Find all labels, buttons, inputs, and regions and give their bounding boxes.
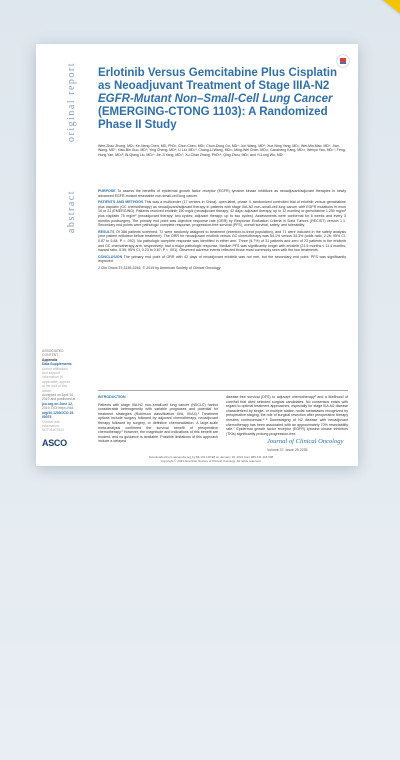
- corner-ribbon: [326, 0, 400, 29]
- crossmark-icon[interactable]: [336, 54, 350, 68]
- journal-name: Journal of Clinical Oncology: [267, 438, 344, 445]
- results-text: Of 386 patients screened, 72 were randomly assigned to treatment (intention-to-treat population), and 71 were included in the safety analysis (one patient withdrew before treatment). The ORR for neoadjuvant erlotinib versus GC chemotherapy was 54.1% versus 34.3% (odds ratio, 2.26; 95% CI, 0.87 to 5.84; P = .092). No pathologic complete response was identified in either arm. Three (9.7%) of 31 patients and zero of 23 patients in the erlotinib and GC chemotherapy arm, respectively, had a major pathologic response. Median PFS was significantly longer with erlotinib (21.5 months v 11.4 months; hazard ratio, 0.39; 95% CI, 0.23 to 0.67; P < .001). Observed adverse events reflected those most commonly seen with the two treatments.: [98, 229, 346, 253]
- abstract-purpose: [98, 189, 346, 198]
- methods-text: This was a multicenter (17 centers in China), open-label, phase II, randomized controlled trial of erlotinib versus gemcitabine plus cisplatin (GC chemotherapy) as neoadjuvant/adjuvant therapy in patients with stage IIIA-N2 non–small-cell lung cancer with EGFR mutations in exon 19 or 21 (EMERGING). Patients received erlotinib 150 mg/d (neoadjuvant therapy; 42 days; adjuvant therapy; up to 12 months) or gemcitabine 1,250 mg/m² plus cisplatin 75 mg/m² (neoadjuvant therapy: two cycles; adjuvant therapy: up to two cycles). Assessments were conformal for 6 weeks and every 3 months postsurgery. The primary end point was objective response rate (ORR) by Response Evaluation Criteria in Solid Tumors (RECIST) version 1.1. Secondary end points were pathologic complete response, progression-free survival (PFS), overall survival, safety, and tolerability.: [98, 200, 347, 228]
- download-footer: [96, 456, 326, 464]
- data-supplements-link[interactable]: Data Supplements: [42, 362, 72, 367]
- abstract-results: [98, 230, 346, 253]
- abstract-conclusion: [98, 255, 346, 264]
- asco-logo: ASCO: [42, 438, 67, 448]
- results-heading: RESULTS: [98, 229, 115, 234]
- left-line-18: information:: [42, 423, 60, 428]
- conclusion-text: The primary end point of ORR with 42 days of neoadjuvant erlotinib was not met, but the secondary end point, PFS was significantly improved.: [98, 254, 347, 264]
- title-line-2: EGFR-Mutant Non–Small-Cell Lung Cancer: [98, 93, 333, 105]
- footer-line-1: Downloaded from ascopubs.org by 86.131.118.98 on January 18, 2021 from 086.131.118.098: [148, 455, 274, 459]
- section-divider: [98, 390, 348, 391]
- side-label-abstract: abstract: [66, 190, 77, 234]
- author-list: Wen-Zhao Zhong, MD¹; Ke-Neng Chen, MD, PhD²; Chun Chen, MD³; Chun-Dong Gu, MD⁴; Jun Wang, MD⁵; Xue-Ning Yang, MD¹; Wei-Min Mao, MD⁶; Jian-Wang, MD⁷; Xiao-Bin Guo, MD⁸; Ying Cheng, MD⁹; Li Liu, MD¹⁰; Chang-Li Wang, MD¹¹; Ming-Wei Chen, MD¹²; Gaozheng Kang, MD¹³; Wenyu Yao, MD¹⁴; Feng-Hong Yan, MD¹⁵; Bi-Qiang Liu, MD¹⁶; Jie-Ji Yang, MD¹⁷; Xu-Chao Zhang, PhD¹⁸; Qing Zhou, MD¹; and Yi-Long Wu, MD¹: [98, 144, 346, 157]
- citation: J Clin Oncol 37:2235-2245. © 2019 by American Society of Clinical Oncology: [98, 265, 221, 270]
- left-line-10: article.: [42, 388, 52, 393]
- left-line-13[interactable]: jco.org on June 12,: [42, 401, 73, 406]
- left-line-12: 2019 and published at: [42, 397, 76, 402]
- title-line-1: Erlotinib Versus Gemcitabine Plus Cisplatin as Neoadjuvant Treatment of Stage IIIA-N2: [98, 67, 338, 92]
- purpose-text: To assess the benefits of epidermal growth factor receptor (EGFR) tyrosine kinase inhibitors as neoadjuvant/adjuvant therapies in newly advanced EGFR-mutant resectable non-small-cell lung cancer.: [98, 189, 346, 198]
- left-line-11: Accepted on April 10,: [42, 393, 75, 398]
- doi-link[interactable]: org/10.1200/JCO.19.: [42, 410, 75, 415]
- footer-line-2: Copyright © 2021 American Society of Clinical Oncology. All rights reserved.: [160, 458, 262, 463]
- conclusion-heading: CONCLUSION: [98, 254, 123, 259]
- article-title: [98, 67, 344, 132]
- abstract-methods: [98, 200, 346, 228]
- introduction-right-column: disease-free survival (DFS) to adjuvant chemotherapy³ and a likelihood of cure/fail that cited selected surgical candidates. No consensus exists with regard to optimal treatment approaches, especially for stage IIIA-N2 disease characterized by single- or multiple station nodal metastases recognized by preoperative staging, the role of surgical resection after preoperative therapy remains controversial.⁴⁻⁶ Downstaging of N2 disease with neoadjuvant chemotherapy has been associated with an approximately 70% resectability rate.⁷ Epidermal growth factor receptor (EGFR) tyrosine kinase inhibitors (TKIs) significantly prolong progression-free: [226, 395, 348, 436]
- volume-line: Volume 37, Issue 25 2235: [267, 448, 308, 452]
- left-line-2: CONTENT: [42, 353, 59, 358]
- doi-link-end[interactable]: 00075: [42, 415, 52, 420]
- left-line-5: Author affiliations: [42, 366, 68, 371]
- appendix-link[interactable]: Appendix: [42, 357, 58, 362]
- left-line-14: 2019: DOI https://doi.: [42, 406, 75, 411]
- left-line-8: applicable) appear: [42, 379, 70, 384]
- introduction-heading: INTRODUCTION: [98, 395, 126, 399]
- methods-heading: PATIENTS AND METHODS: [98, 200, 144, 205]
- trial-id: NCT01407822: [42, 428, 65, 433]
- purpose-heading: PURPOSE: [98, 189, 116, 193]
- left-line-9: at the end of this: [42, 384, 68, 389]
- abstract-body: [98, 189, 346, 273]
- introduction-left-text: Patients with stage IIIA-N2 non–small-cell lung cancer (NSCLC) harbor considerable heterogeneity with variable prognoses and potential for treatment strategies (Robinson classification III/A, III/A4).¹ Treatment options include surgery followed by adjuvant chemotherapy, neoadjuvant therapy followed by surgery, or definitive chemoradiation. A large-scale meta-analysis confirmed the survival benefit of preoperative chemotherapy.² However, the magnitude and indications of this benefit are modest, and no guidance is available. Possible limitations of this approach include a delayed: [98, 402, 218, 444]
- introduction-left-column: [98, 395, 218, 444]
- left-line-1: ASSOCIATED: [42, 349, 64, 353]
- left-line-17: Clinical trial: [42, 419, 60, 424]
- title-line-3: (EMERGING-CTONG 1103): A Randomized Phase II Study: [98, 106, 328, 131]
- paper-page: [36, 44, 358, 466]
- side-label-original-report: original report: [66, 62, 77, 142]
- left-line-6: and support: [42, 371, 60, 376]
- associated-content-column: [42, 349, 100, 433]
- left-line-7: information (if: [42, 375, 63, 380]
